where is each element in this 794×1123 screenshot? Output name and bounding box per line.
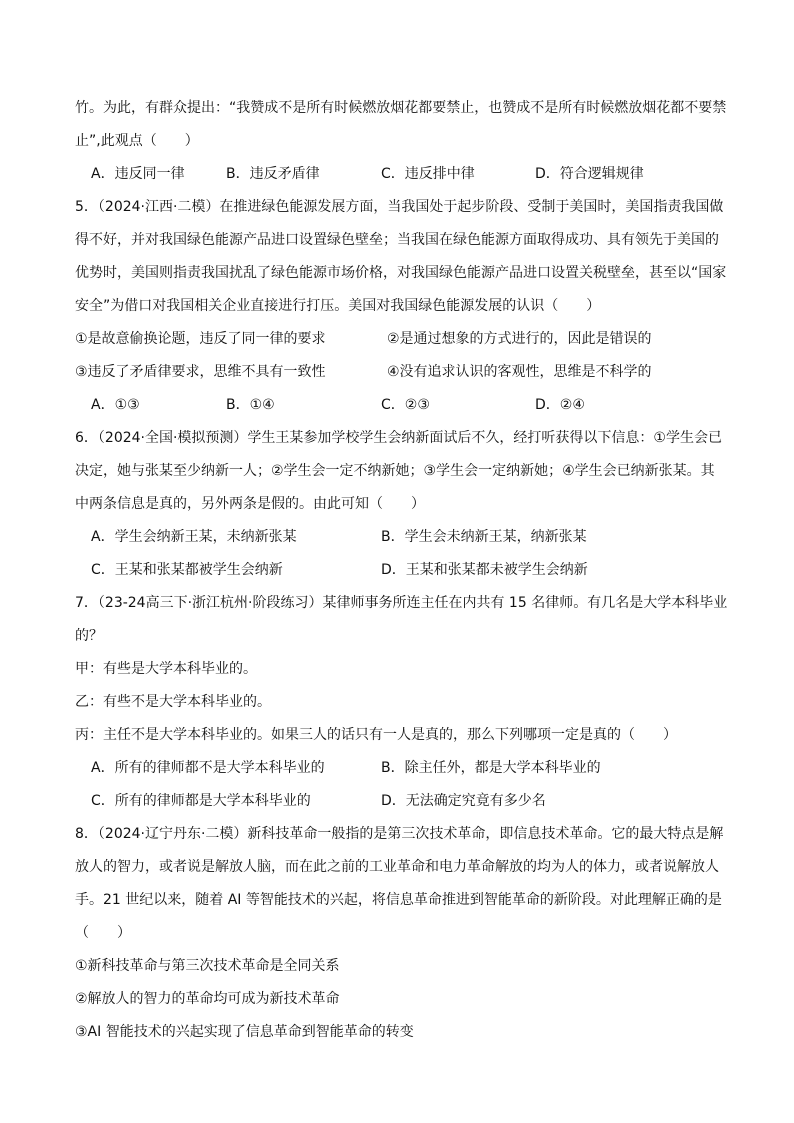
q5-line-2: 得不好，并对我国绿色能源产品进口设置绿色壁垒；当我国在绿色能源方面取得成功、具有领先于美国的 [75, 232, 719, 248]
q8-line-3: 手。21 世纪以来，随着 AI 等智能技术的兴起，将信息革命推进到智能革命的新阶段。对此理解正确的是 [75, 892, 722, 908]
q7-line-2: 的？ [75, 628, 103, 644]
q8-line-1: 8．（2024·辽宁丹东·二模）新科技革命一般指的是第三次技术革命，即信息技术革命。它的最大特点是解 [75, 826, 724, 842]
q4-option-d: D．符合逻辑规律 [535, 166, 644, 182]
q6-option-d: D．王某和张某都未被学生会纳新 [381, 562, 588, 578]
q5-statement-1: ①是故意偷换论题，违反了同一律的要求 [75, 331, 326, 347]
q7-option-a: A．所有的律师都不是大学本科毕业的 [91, 760, 325, 776]
q7-option-d: D．无法确定究竟有多少名 [381, 793, 546, 809]
q7-line-3: 甲：有些是大学本科毕业的。 [75, 661, 257, 677]
q5-option-c: C．②③ [381, 397, 430, 413]
q4-option-c: C．违反排中律 [381, 166, 475, 182]
q5-statement-4: ④没有追求认识的客观性，思维是不科学的 [387, 364, 652, 380]
q5-option-b: B．①④ [226, 397, 275, 413]
q4-line-1: 竹。为此，有群众提出：“我赞成不是所有时候燃放烟花都要禁止，也赞成不是所有时候燃放烟花都不要禁 [75, 100, 727, 116]
q5-statement-2: ②是通过想象的方式进行的，因此是错误的 [387, 331, 652, 347]
q6-option-a: A．学生会纳新王某，未纳新张某 [91, 529, 297, 545]
q4-line-2: 止”,此观点（ ） [75, 133, 199, 149]
q8-statement-2: ②解放人的智力的革命均可成为新技术革命 [75, 991, 340, 1007]
q6-line-1: 6．（2024·全国·模拟预测）学生王某参加学校学生会纳新面试后不久，经打听获得以下信息：①学生会已 [75, 430, 722, 446]
q6-option-c: C．王某和张某都被学生会纳新 [91, 562, 283, 578]
q5-line-1: 5．（2024·江西·二模）在推进绿色能源发展方面，当我国处于起步阶段、受制于美国时，美国指责我国做 [75, 199, 724, 215]
q6-option-b: B．学生会未纳新王某，纳新张某 [381, 529, 587, 545]
q7-line-5: 丙：主任不是大学本科毕业的。如果三人的话只有一人是真的，那么下列哪项一定是真的（ ） [75, 727, 677, 743]
q8-line-2: 放人的智力，或者说是解放人脑，而在此之前的工业革命和电力革命解放的均为人的体力，或者说解放人 [75, 859, 719, 875]
q6-line-2: 决定，她与张某至少纳新一人；②学生会一定不纳新她；③学生会一定纳新她；④学生会已纳新张某。其 [75, 463, 715, 479]
q8-statement-3: ③AI 智能技术的兴起实现了信息革命到智能革命的转变 [75, 1024, 414, 1040]
q7-option-c: C．所有的律师都是大学本科毕业的 [91, 793, 311, 809]
q4-option-a: A．违反同一律 [91, 166, 185, 182]
q5-line-3: 优势时，美国则指责我国扰乱了绿色能源市场价格，对我国绿色能源产品进口设置关税壁垒，甚至以“国家 [75, 265, 727, 281]
q5-option-d: D．②④ [535, 397, 585, 413]
q7-line-4: 乙：有些不是大学本科毕业的。 [75, 694, 271, 710]
q8-statement-1: ①新科技革命与第三次技术革命是全同关系 [75, 958, 340, 974]
q5-statement-3: ③违反了矛盾律要求，思维不具有一致性 [75, 364, 326, 380]
q4-option-b: B．违反矛盾律 [226, 166, 320, 182]
q6-line-3: 中两条信息是真的，另外两条是假的。由此可知（ ） [75, 496, 425, 512]
q7-option-b: B．除主任外，都是大学本科毕业的 [381, 760, 601, 776]
q8-line-4: （ ） [75, 925, 131, 941]
q7-line-1: 7．（23-24高三下·浙江杭州·阶段练习）某律师事务所连主任在内共有 15 名律师。有几名是大学本科毕业 [75, 595, 728, 611]
q5-option-a: A．①③ [91, 397, 140, 413]
q5-line-4: 安全”为借口对我国相关企业直接进行打压。美国对我国绿色能源发展的认识（ ） [75, 298, 601, 314]
